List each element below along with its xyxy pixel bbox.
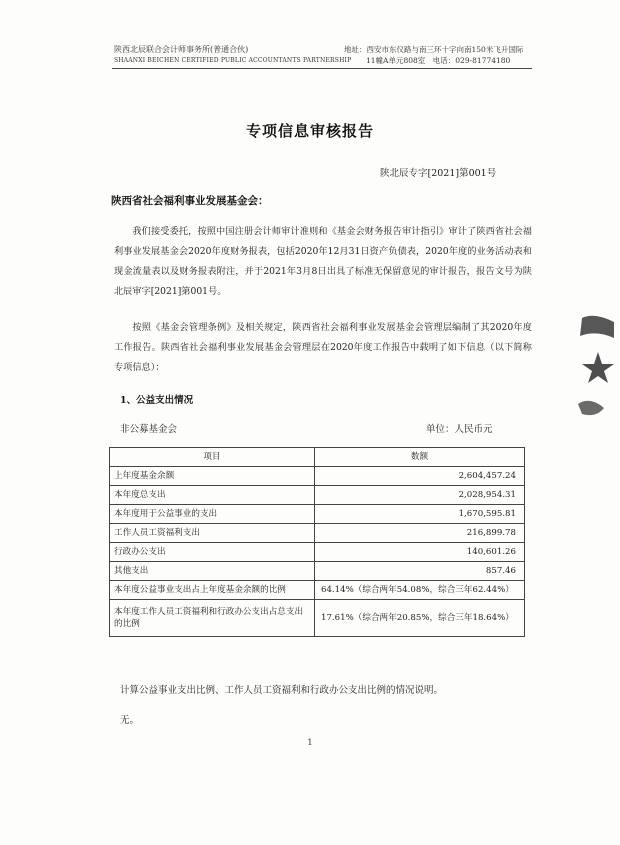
- firm-name-en: SHAANXI BEICHEN CERTIFIED PUBLIC ACCOUNTANTS PARTNERSHIP: [114, 57, 352, 64]
- table-row: [110, 486, 525, 505]
- ratio-explanation-body: 无。: [120, 715, 140, 726]
- row-item: 本年度工作人员工资福利和行政办公支出占总支出的比例: [110, 600, 315, 637]
- row-amount: 216,899.78: [315, 524, 525, 543]
- address-line-2: 11幢A单元808室 电话：029-81774180: [366, 56, 511, 65]
- address-line-1: 地址：西安市东仪路与南三环十字向南150米飞升国际: [344, 45, 524, 54]
- table-row: [110, 562, 525, 581]
- row-amount: 140,601.26: [315, 543, 525, 562]
- row-amount: 857.46: [315, 562, 525, 581]
- paragraph-audit-engagement: 我们接受委托，按照中国注册会计师审计准则和《基金会财务报告审计指引》审计了陕西省社会福利事业发展基金会2020年度财务报表，包括2020年12月31日资产负债表，2020年度的业务活动表和现金流量表以及财务报表附注，并于2021年3月8日出具了标准无保留意见的审计报告，报告文号为陕北辰审字[2021]第001号。: [114, 226, 532, 297]
- table-header-row: [110, 448, 525, 467]
- report-title: 专项信息审核报告: [245, 122, 374, 140]
- table-row: [110, 581, 525, 600]
- table-row: [110, 524, 525, 543]
- firm-name-cn: 陕西北辰联合会计师事务所(普通合伙): [114, 45, 249, 54]
- row-amount: 64.14%（综合两年54.08%，综合三年62.44%）: [315, 581, 525, 600]
- row-item: 行政办公支出: [110, 543, 315, 562]
- row-item: 其他支出: [110, 562, 315, 581]
- table-row: [110, 600, 525, 637]
- reference-number: 陕北辰专字[2021]第001号: [380, 168, 497, 179]
- table-row: [110, 467, 525, 486]
- table-row: [110, 505, 525, 524]
- row-item: 上年度基金余额: [110, 467, 315, 486]
- column-header-item: 项目: [110, 448, 315, 467]
- row-item: 本年度用于公益事业的支出: [110, 505, 315, 524]
- seal-stamp-fragment: [574, 308, 620, 428]
- currency-unit: 单位：人民币元: [426, 424, 493, 435]
- row-item: 工作人员工资福利支出: [110, 524, 315, 543]
- section-heading: 1、公益支出情况: [120, 395, 194, 406]
- row-amount: 2,604,457.24: [315, 467, 525, 486]
- fund-type-label: 非公募基金会: [120, 424, 178, 435]
- row-amount: 1,670,595.81: [315, 505, 525, 524]
- letterhead-address: [344, 44, 530, 66]
- row-item: 本年度公益事业支出占上年度基金余额的比例: [110, 581, 315, 600]
- column-header-amount: 数额: [315, 448, 525, 467]
- expenditure-table: [109, 447, 525, 637]
- letterhead-firm: [114, 44, 351, 66]
- letterhead-rule: [112, 68, 532, 69]
- ratio-explanation-heading: 计算公益事业支出比例、工作人员工资福利和行政办公支出比例的情况说明。: [120, 685, 444, 696]
- row-amount: 17.61%（综合两年20.85%，综合三年18.64%）: [315, 600, 525, 637]
- row-item: 本年度总支出: [110, 486, 315, 505]
- paragraph-special-info: 按照《基金会管理条例》及相关规定，陕西省社会福利事业发展基金会管理层编制了其2020年度工作报告。陕西省社会福利事业发展基金会管理层在2020年度工作报告中载明了如下信息（以下简称专项信息）：: [114, 322, 532, 373]
- addressee: 陕西省社会福利事业发展基金会：: [111, 195, 269, 207]
- row-amount: 2,028,954.31: [315, 486, 525, 505]
- page-number: 1: [307, 738, 313, 748]
- table-row: [110, 543, 525, 562]
